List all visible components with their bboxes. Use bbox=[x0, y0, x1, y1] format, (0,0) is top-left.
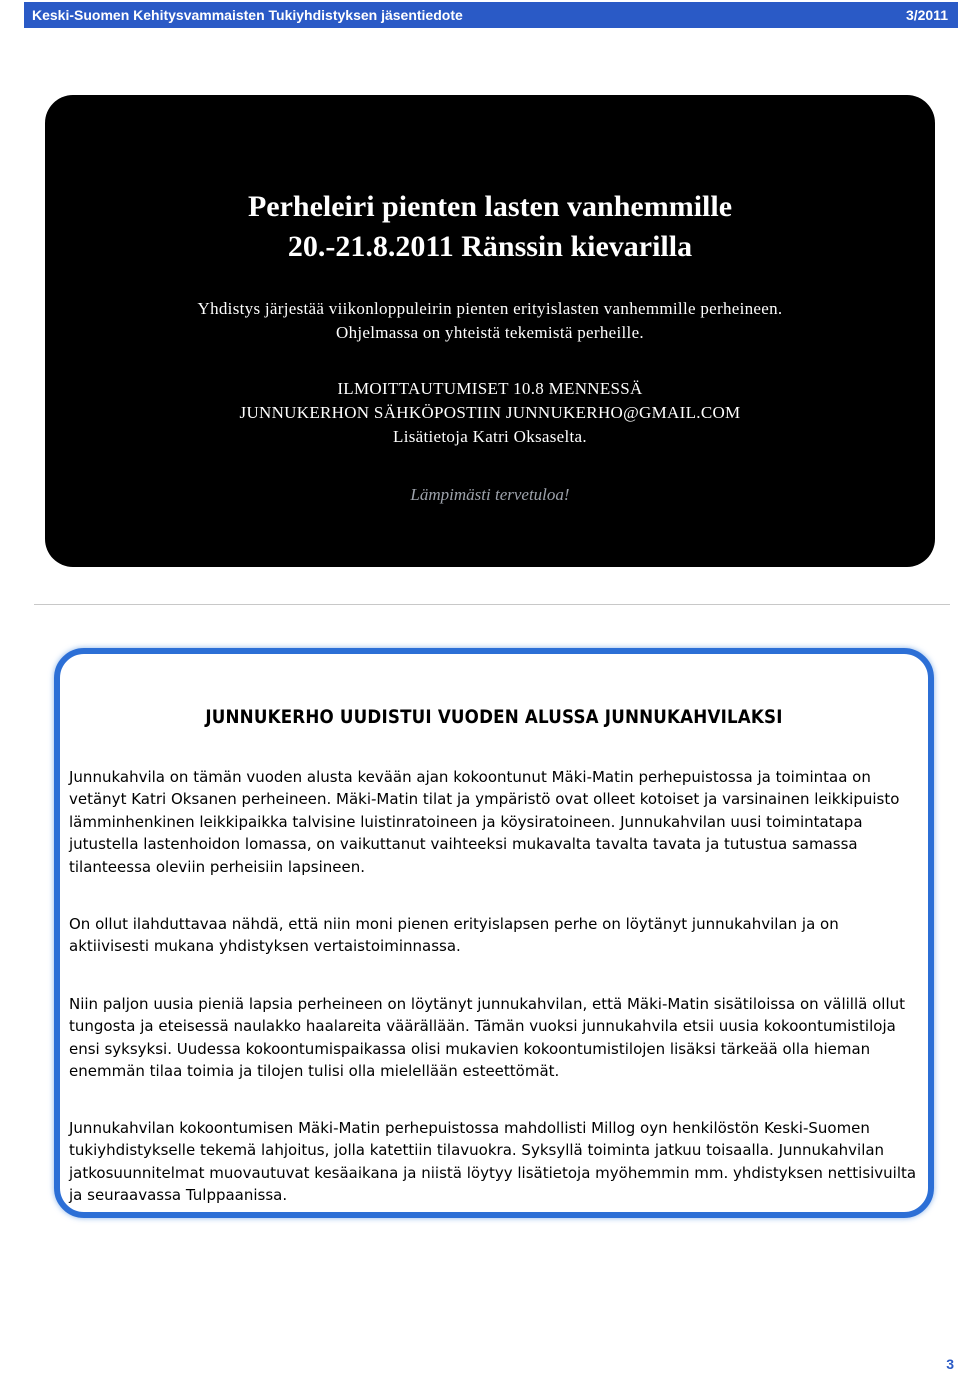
publication-title: Keski-Suomen Kehitysvammaisten Tukiyhdistyksen jäsentiedote bbox=[32, 7, 463, 23]
event-title-line1: Perheleiri pienten lasten vanhemmille bbox=[247, 190, 733, 223]
event-intro-line1: Yhdistys järjestää viikonloppuleirin pienten erityislasten vanhemmille perheineen. bbox=[197, 299, 783, 318]
event-welcome: Lämpimästi tervetuloa! bbox=[410, 485, 570, 504]
article-paragraph-3: Niin paljon uusia pieniä lapsia perheineen on löytänyt junnukahvilan, että Mäki-Matin sisätiloissa on välillä ollut tungosta ja eteisessä naulakko haalareita väärällään. Tämän vuoksi junnukahvila etsii uusia kokoontumistiloja ensi syksyksi. Uudessa kokoontumispaikassa olisi mukavien kokoontumistilojen lisäksi tärkeää olla hieman enemmän tilaa toimia ja tilojen tulisi olla mielellään esteettömät. bbox=[69, 995, 906, 1081]
article-title: JUNNUKERHO UUDISTUI VUODEN ALUSSA JUNNUKAHVILAKSI bbox=[205, 706, 783, 728]
event-registration bbox=[45, 377, 935, 449]
registration-line3: Lisätietoja Katri Oksaselta. bbox=[393, 427, 587, 446]
registration-line1: ILMOITTAUTUMISET 10.8 MENNESSÄ bbox=[337, 379, 643, 398]
article-paragraph-1: Junnukahvila on tämän vuoden alusta kevään ajan kokoontunut Mäki-Matin perhepuistossa ja toimintaa on vetänyt Katri Oksanen perheineen. Mäki-Matin tilat ja ympäristö ovat olleet kotoiset ja varsinainen leikkipuisto lämminhenkinen leikkipaikka talvisine luistinratoineen ja köysiratoineen. Junnukahvilan uusi toimintatapa jutustella lastenhoidon lomassa, on vaikuttanut vaihteeksi mukavalta tavalta tavata ja tutustua samassa tilanteessa oleviin perheisiin lapsineen. bbox=[69, 768, 900, 876]
page-number: 3 bbox=[946, 1356, 954, 1372]
issue-number: 3/2011 bbox=[905, 7, 948, 23]
event-intro-line2: Ohjelmassa on yhteistä tekemistä perheille. bbox=[336, 323, 644, 342]
event-title bbox=[45, 187, 935, 267]
event-intro bbox=[45, 297, 935, 345]
article-paragraph-4: Junnukahvilan kokoontumisen Mäki-Matin perhepuistossa mahdollisti Millog oyn henkilöstön Keski-Suomen tukiyhdistykselle tekemä lahjoitus, jolla katettiin tilavuokra. Syksyllä toiminta jatkuu toisaalla. Junnukahvilan jatkosuunnitelmat muovautuvat kesäaikana ja niistä löytyy lisätietoja myöhemmin mm. yhdistyksen nettisivuilta ja seuraavassa Tulppaanissa. bbox=[69, 1119, 917, 1205]
article-box bbox=[54, 648, 934, 1218]
newsletter-header bbox=[24, 2, 958, 28]
event-title-line2: 20.-21.8.2011 Ränssin kievarilla bbox=[287, 230, 693, 263]
article-paragraph-2: On ollut ilahduttavaa nähdä, että niin moni pienen erityislapsen perhe on löytänyt junnukahvilan ja on aktiivisesti mukana yhdistyksen vertaistoiminnassa. bbox=[69, 915, 839, 956]
event-announcement-box bbox=[45, 95, 935, 567]
registration-line2: JUNNUKERHON SÄHKÖPOSTIIN JUNNUKERHO@GMAIL.COM bbox=[239, 403, 741, 422]
section-divider bbox=[34, 604, 950, 605]
